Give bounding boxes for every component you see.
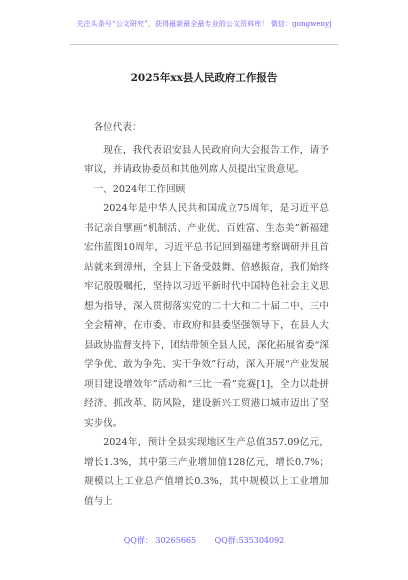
body-paragraph-1: 2024年是中华人民共和国成立75周年，是习近平总书记亲自擘画“机制活、产业优、百姓富、生态美”新福建宏伟蓝图10周年，习近平总书记回到福建考察调研并且首站就来到漳州，全县上下备受鼓舞、倍感振奋，我们始终牢记殷殷嘱托，坚持以习近平新时代中国特色社会主义思想为指导，深入贯彻落实党的二十大和二十届二中、三中全会精神，在市委、市政府和县委坚强领导下，在县人大县政协监督支持下，团结带领全县人民，深化拓展省委“深学争优、敢为争先、实干争效”行动，深入开展“产业发展项目建设增效年”活动和“三比一看”竞赛[1]，全力以赴拼经济、抓改革、防风险，建设新兴工贸港口城市迈出了坚实步伐。 [84,203,329,429]
document-body [84,118,329,511]
footer-qq-group-1[interactable]: QQ群： 30265665 [123,536,197,545]
body-paragraph-2: 2024年，预计全县实现地区生产总值357.09亿元，增长1.3%，其中第三产业增加值128亿元，增长0.7%；规模以上工业总产值增长0.3%，其中规模以上工业增加值与上 [84,437,329,507]
header-divider [70,44,338,45]
greeting: 各位代表： [93,122,142,133]
header-notice: 关注头条号“公文研究”，获得最新最全最专业的公文资料库！ 微信：gongwenyj [76,20,332,28]
footer-qq-group-2[interactable]: QQ群:535304092 [214,536,285,545]
intro-paragraph: 现在，我代表诏安县人民政府向大会报告工作，请予审议，并请政协委员和其他列席人员提出宝贵意见。 [84,144,329,175]
document-title: 2025年xx县人民政府工作报告 [130,72,278,84]
footer [0,535,408,546]
section-heading: 一、2024年工作回顾 [93,183,186,195]
